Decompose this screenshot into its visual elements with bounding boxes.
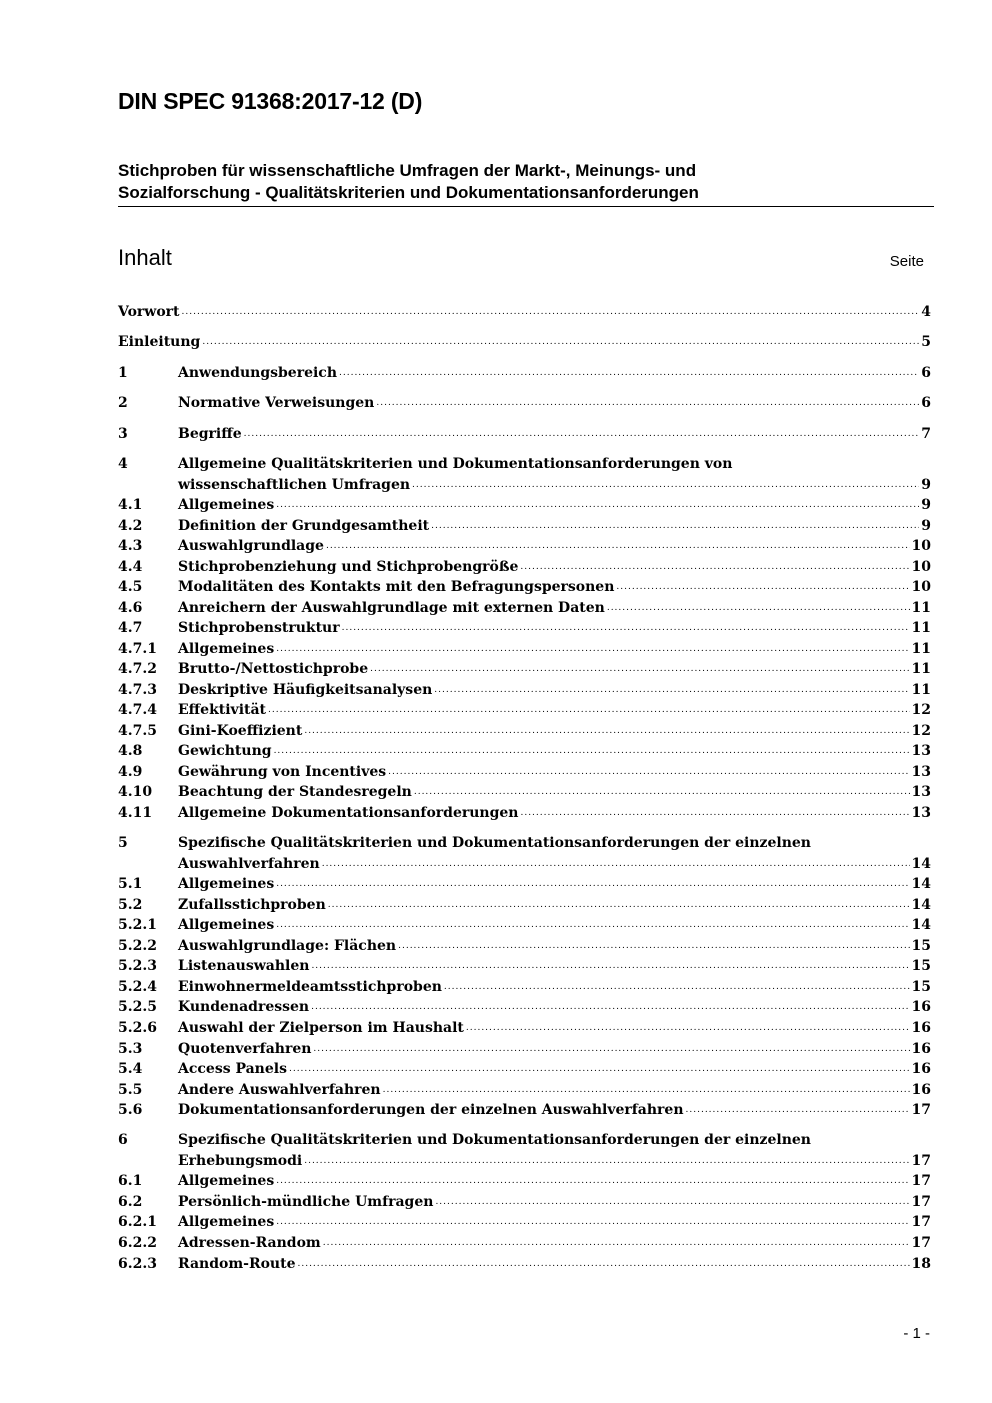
toc-entry-line — [178, 618, 931, 638]
toc-entry-title: Begriffe — [178, 426, 242, 442]
toc-entry-page: 11 — [911, 600, 931, 616]
document-subtitle — [118, 160, 933, 204]
toc-entry[interactable] — [118, 956, 931, 976]
toc-entry-number: 4.7.1 — [118, 641, 157, 657]
toc-entry-number: 5.2.1 — [118, 917, 157, 933]
toc-entry-title-continued: Auswahlverfahren — [178, 856, 320, 872]
toc-entry-title: Modalitäten des Kontakts mit den Befragungspersonen — [178, 579, 615, 595]
toc-entry[interactable] — [118, 332, 931, 352]
toc-heading: Inhalt — [118, 245, 172, 270]
dot-leader — [686, 1100, 910, 1120]
toc-entry-number: 4.9 — [118, 764, 143, 780]
toc-entry-number: 5 — [118, 835, 128, 851]
toc-entry-page: 14 — [911, 897, 931, 913]
toc-entry[interactable] — [118, 1233, 931, 1253]
toc-page-column-label: Seite — [889, 253, 924, 270]
toc-entry-number: 4.7.3 — [118, 682, 157, 698]
header-divider — [118, 206, 934, 207]
toc-entry-page: 15 — [911, 938, 931, 954]
toc-entry-line — [178, 1080, 931, 1100]
toc-entry[interactable] — [118, 557, 931, 577]
toc-entry-line — [178, 977, 931, 997]
toc-entry-line — [118, 302, 931, 322]
toc-entry-line — [178, 557, 931, 577]
toc-entry[interactable] — [118, 741, 931, 761]
toc-entry-page: 17 — [911, 1194, 931, 1210]
toc-entry[interactable] — [118, 1018, 931, 1038]
dot-leader — [328, 895, 910, 915]
toc-entry-page: 10 — [911, 538, 931, 554]
toc-entry-title: Allgemeines — [178, 917, 275, 933]
toc-entry-line — [178, 1039, 931, 1059]
subtitle-line-2: Sozialforschung - Qualitätskriterien und Dokumentationsanforderungen — [118, 183, 699, 202]
toc-entry[interactable] — [118, 659, 931, 679]
toc-entry-number: 4.7 — [118, 620, 143, 636]
toc-entry-page: 5 — [921, 334, 931, 350]
dot-leader — [322, 854, 910, 874]
toc-entry-line — [178, 874, 931, 894]
toc-entry-number: 4.11 — [118, 805, 153, 821]
dot-leader — [276, 915, 909, 935]
toc-entry-page: 4 — [921, 304, 931, 320]
dot-leader — [388, 762, 909, 782]
toc-entry-number: 6.2.1 — [118, 1214, 157, 1230]
dot-leader — [326, 536, 910, 556]
toc-entry[interactable] — [118, 393, 931, 413]
toc-entry-line — [178, 741, 931, 761]
toc-entry[interactable] — [118, 762, 931, 782]
toc-entry-line — [178, 895, 931, 915]
toc-entry-page: 13 — [911, 764, 931, 780]
toc-entry-title: Auswahlgrundlage: Flächen — [178, 938, 397, 954]
toc-entry-line — [178, 997, 931, 1017]
dot-leader — [398, 936, 909, 956]
toc-entry-title: Allgemeines — [178, 1214, 275, 1230]
toc-entry-indent — [118, 475, 178, 495]
toc-entry[interactable] — [118, 977, 931, 997]
toc-entry-page: 17 — [911, 1102, 931, 1118]
toc-entry-title: Gewichtung — [178, 743, 272, 759]
dot-leader — [276, 495, 919, 515]
toc-entry-number: 5.5 — [118, 1082, 143, 1098]
dot-leader — [414, 782, 910, 802]
toc-entry-page: 9 — [921, 518, 931, 534]
dot-leader — [444, 977, 910, 997]
toc-entry-number: 5.4 — [118, 1061, 143, 1077]
toc-entry-number: 4.8 — [118, 743, 143, 759]
toc-entry-number: 5.3 — [118, 1041, 143, 1057]
toc-entry-page: 12 — [911, 723, 931, 739]
toc-entry-page: 12 — [911, 702, 931, 718]
toc-entry-title: Brutto-/Nettostichprobe — [178, 661, 369, 677]
toc-entry-number: 4.4 — [118, 559, 143, 575]
toc-entry-page: 13 — [911, 805, 931, 821]
toc-entry-number: 4.5 — [118, 579, 143, 595]
toc-entry[interactable] — [118, 1192, 931, 1212]
toc-entry-page: 13 — [911, 784, 931, 800]
toc-entry-line — [178, 1018, 931, 1038]
toc-entry-line — [178, 1171, 931, 1191]
toc-entry-line — [178, 1192, 931, 1212]
subtitle-line-1: Stichproben für wissenschaftliche Umfragen der Markt-, Meinungs- und — [118, 161, 697, 180]
dot-leader — [435, 1192, 909, 1212]
toc-entry-line — [178, 516, 931, 536]
toc-entry-number: 5.2.6 — [118, 1020, 157, 1036]
page-number: - 1 - — [903, 1325, 930, 1342]
toc-entry-page: 10 — [911, 559, 931, 575]
toc-entry-number: 6.1 — [118, 1173, 143, 1189]
toc-entry[interactable] — [118, 803, 931, 823]
toc-entry[interactable] — [118, 1039, 931, 1059]
toc-entry-line — [178, 536, 931, 556]
toc-entry-line — [178, 475, 931, 495]
toc-entry-page: 9 — [921, 477, 931, 493]
toc-entry-number: 2 — [118, 395, 128, 411]
toc-entry-page: 14 — [911, 856, 931, 872]
toc-entry[interactable] — [118, 495, 931, 515]
toc-entry-number: 4.6 — [118, 600, 143, 616]
toc-entry-number: 4 — [118, 456, 128, 472]
toc-entry-number: 5.2.4 — [118, 979, 157, 995]
toc-entry[interactable] — [118, 618, 931, 638]
dot-leader — [297, 1254, 909, 1274]
toc-entry-number: 5.1 — [118, 876, 143, 892]
toc-entry-title: Allgemeines — [178, 876, 275, 892]
toc-entry[interactable] — [118, 577, 931, 597]
toc-entry-title: Spezifische Qualitätskriterien und Dokumentationsanforderungen der einzelnen — [178, 835, 811, 851]
toc-entry-title: Random-Route — [178, 1256, 296, 1272]
toc-entry[interactable] — [118, 1100, 931, 1120]
toc-entry-page: 11 — [911, 620, 931, 636]
toc-entry-title: Allgemeines — [178, 641, 275, 657]
toc-entry-title: Allgemeine Dokumentationsanforderungen — [178, 805, 519, 821]
toc-entry-number: 6.2 — [118, 1194, 143, 1210]
toc-entry-title: Einwohnermeldeamtsstichproben — [178, 979, 442, 995]
toc-entry-number: 4.7.5 — [118, 723, 157, 739]
toc-entry-page: 16 — [911, 1082, 931, 1098]
toc-entry-indent — [118, 854, 178, 874]
toc-entry-number: 6.2.2 — [118, 1235, 157, 1251]
document-id: DIN SPEC 91368:2017-12 (D) — [118, 88, 423, 114]
dot-leader — [607, 598, 910, 618]
dot-leader — [304, 721, 909, 741]
dot-leader — [323, 1233, 910, 1253]
toc-entry-line — [178, 393, 931, 413]
toc-entry[interactable] — [118, 598, 931, 618]
dot-leader — [311, 997, 909, 1017]
toc-entry-line — [178, 424, 931, 444]
toc-entry[interactable] — [118, 721, 931, 741]
toc-entry-title: Listenauswahlen — [178, 958, 310, 974]
toc-entry[interactable] — [118, 639, 931, 659]
toc-entry-page: 13 — [911, 743, 931, 759]
toc-entry-line — [178, 721, 931, 741]
toc-entry-page: 16 — [911, 1020, 931, 1036]
toc-entry-number: 4.3 — [118, 538, 143, 554]
toc-entry[interactable] — [118, 936, 931, 956]
toc-entry-line — [178, 700, 931, 720]
toc-entry-title: Adressen-Random — [178, 1235, 321, 1251]
toc-entry-line — [178, 639, 931, 659]
toc-entry-number: 4.1 — [118, 497, 143, 513]
toc-entry-title: Gini-Koeffizient — [178, 723, 303, 739]
dot-leader — [311, 956, 909, 976]
dot-leader — [182, 302, 920, 322]
dot-leader — [304, 1151, 909, 1171]
toc-entry[interactable] — [118, 363, 931, 383]
dot-leader — [383, 1080, 910, 1100]
dot-leader — [268, 700, 910, 720]
toc-entry-line — [178, 936, 931, 956]
toc-entry[interactable] — [118, 516, 931, 536]
toc-entry[interactable] — [118, 874, 931, 894]
toc-entry-title: Stichprobenstruktur — [178, 620, 340, 636]
dot-leader — [276, 639, 909, 659]
toc-entry[interactable] — [118, 424, 931, 444]
toc-entry-title: Beachtung der Standesregeln — [178, 784, 412, 800]
toc-entry[interactable] — [118, 1212, 931, 1232]
toc-entry-line — [178, 1151, 931, 1171]
toc-entry[interactable] — [118, 1080, 931, 1100]
toc-entry-title: Allgemeine Qualitätskriterien und Dokumentationsanforderungen von — [178, 456, 733, 472]
toc-entry-line — [178, 495, 931, 515]
toc-entry[interactable] — [118, 895, 931, 915]
dot-leader — [431, 516, 919, 536]
toc-entry[interactable] — [118, 782, 931, 802]
toc-entry-page: 9 — [921, 497, 931, 513]
dot-leader — [339, 363, 919, 383]
toc-entry-number: 4.7.4 — [118, 702, 157, 718]
toc-entry-page: 11 — [911, 682, 931, 698]
dot-leader — [412, 475, 919, 495]
toc-entry-number: 4.7.2 — [118, 661, 157, 677]
toc-entry-page: 17 — [911, 1153, 931, 1169]
toc-entry-number: 5.2.5 — [118, 999, 157, 1015]
toc-entry[interactable] — [118, 1130, 931, 1150]
toc-entry-number: 4.2 — [118, 518, 143, 534]
toc-entry[interactable] — [118, 536, 931, 556]
toc-entry-title: Einleitung — [118, 334, 201, 350]
toc-entry-page: 10 — [911, 579, 931, 595]
toc-entry-page: 11 — [911, 641, 931, 657]
toc-entry-page: 6 — [921, 395, 931, 411]
toc-entry-title-continued: Erhebungsmodi — [178, 1153, 303, 1169]
toc-entry-number: 6 — [118, 1132, 128, 1148]
toc-entry-line — [178, 680, 931, 700]
dot-leader — [520, 803, 909, 823]
toc-entry[interactable] — [118, 915, 931, 935]
toc-entry-line — [178, 577, 931, 597]
toc-entry[interactable] — [118, 833, 931, 853]
toc-entry-page: 17 — [911, 1235, 931, 1251]
toc-entry[interactable] — [118, 1171, 931, 1191]
toc-entry-title: Deskriptive Häufigkeitsanalysen — [178, 682, 433, 698]
toc-entry-continuation[interactable] — [118, 854, 931, 874]
toc-entry-title: Effektivität — [178, 702, 267, 718]
toc-entry-page: 14 — [911, 876, 931, 892]
toc-entry-continuation[interactable] — [118, 475, 931, 495]
toc-entry-line — [178, 659, 931, 679]
toc-entry-title: Vorwort — [118, 304, 180, 320]
toc-entry[interactable] — [118, 700, 931, 720]
dot-leader — [370, 659, 909, 679]
dot-leader — [313, 1039, 909, 1059]
dot-leader — [434, 680, 909, 700]
toc-entry-page: 11 — [911, 661, 931, 677]
toc-entry-line — [178, 915, 931, 935]
toc-entry-number: 3 — [118, 426, 128, 442]
dot-leader — [202, 332, 919, 352]
toc-entry-line — [178, 803, 931, 823]
dot-leader — [376, 393, 919, 413]
toc-entry-continuation[interactable] — [118, 1151, 931, 1171]
toc-entry-number: 5.2.2 — [118, 938, 157, 954]
toc-entry-title-continued: wissenschaftlichen Umfragen — [178, 477, 411, 493]
toc-entry-line — [178, 1059, 931, 1079]
dot-leader — [276, 1212, 909, 1232]
toc-entry-line — [178, 762, 931, 782]
toc-entry-line — [178, 598, 931, 618]
dot-leader — [616, 577, 909, 597]
toc-entry[interactable] — [118, 302, 931, 322]
toc-entry[interactable] — [118, 997, 931, 1017]
toc-entry-number: 5.2 — [118, 897, 143, 913]
toc-entry[interactable] — [118, 454, 931, 474]
toc-entry-title: Auswahl der Zielperson im Haushalt — [178, 1020, 464, 1036]
toc-entry-page: 15 — [911, 958, 931, 974]
dot-leader — [520, 557, 909, 577]
toc-entry-line — [178, 782, 931, 802]
toc-entry-title: Quotenverfahren — [178, 1041, 312, 1057]
toc-entry-title: Spezifische Qualitätskriterien und Dokumentationsanforderungen der einzelnen — [178, 1132, 811, 1148]
toc-entry-page: 17 — [911, 1214, 931, 1230]
dot-leader — [244, 424, 920, 444]
toc-entry[interactable] — [118, 680, 931, 700]
toc-entry-number: 1 — [118, 365, 128, 381]
dot-leader — [276, 1171, 909, 1191]
toc-entry-title: Anreichern der Auswahlgrundlage mit externen Daten — [178, 600, 605, 616]
dot-leader — [342, 618, 910, 638]
toc-entry-indent — [118, 1151, 178, 1171]
toc-entry-line — [178, 1212, 931, 1232]
toc-entry-line — [178, 1233, 931, 1253]
toc-entry[interactable] — [118, 1059, 931, 1079]
toc-entry-number: 4.10 — [118, 784, 153, 800]
dot-leader — [289, 1059, 910, 1079]
toc-entry-page: 18 — [911, 1256, 931, 1272]
toc-entry-page: 16 — [911, 999, 931, 1015]
toc-entry-page: 16 — [911, 1041, 931, 1057]
toc-entry-page: 16 — [911, 1061, 931, 1077]
toc-entry-title: Definition der Grundgesamtheit — [178, 518, 430, 534]
toc-entry-title: Stichprobenziehung und Stichprobengröße — [178, 559, 519, 575]
dot-leader — [466, 1018, 910, 1038]
toc-entry-title: Gewährung von Incentives — [178, 764, 387, 780]
toc-entry-title: Allgemeines — [178, 1173, 275, 1189]
toc-entry-line — [178, 1254, 931, 1274]
toc-entry-line — [178, 854, 931, 874]
toc-entry-line — [178, 956, 931, 976]
toc-entry-page: 6 — [921, 365, 931, 381]
dot-leader — [274, 741, 910, 761]
toc-entry-title: Allgemeines — [178, 497, 275, 513]
toc-entry-title: Normative Verweisungen — [178, 395, 375, 411]
dot-leader — [276, 874, 909, 894]
toc-entry-title: Kundenadressen — [178, 999, 310, 1015]
toc-entry-number: 6.2.3 — [118, 1256, 157, 1272]
toc-entry-title: Persönlich-mündliche Umfragen — [178, 1194, 434, 1210]
toc-entry-title: Andere Auswahlverfahren — [178, 1082, 381, 1098]
toc-entry-page: 15 — [911, 979, 931, 995]
toc-entry-line — [118, 332, 931, 352]
toc-entry-title: Anwendungsbereich — [178, 365, 337, 381]
toc-entry-title: Zufallsstichproben — [178, 897, 326, 913]
toc-entry[interactable] — [118, 1254, 931, 1274]
toc-entry-page: 17 — [911, 1173, 931, 1189]
toc-entry-line — [178, 1100, 931, 1120]
toc-entry-line — [178, 363, 931, 383]
toc-entry-title: Access Panels — [178, 1061, 287, 1077]
toc-entry-page: 14 — [911, 917, 931, 933]
toc-entry-page: 7 — [921, 426, 931, 442]
toc-entry-number: 5.2.3 — [118, 958, 157, 974]
toc-entry-title: Dokumentationsanforderungen der einzelnen Auswahlverfahren — [178, 1102, 684, 1118]
toc-entry-number: 5.6 — [118, 1102, 143, 1118]
toc-entry-title: Auswahlgrundlage — [178, 538, 324, 554]
